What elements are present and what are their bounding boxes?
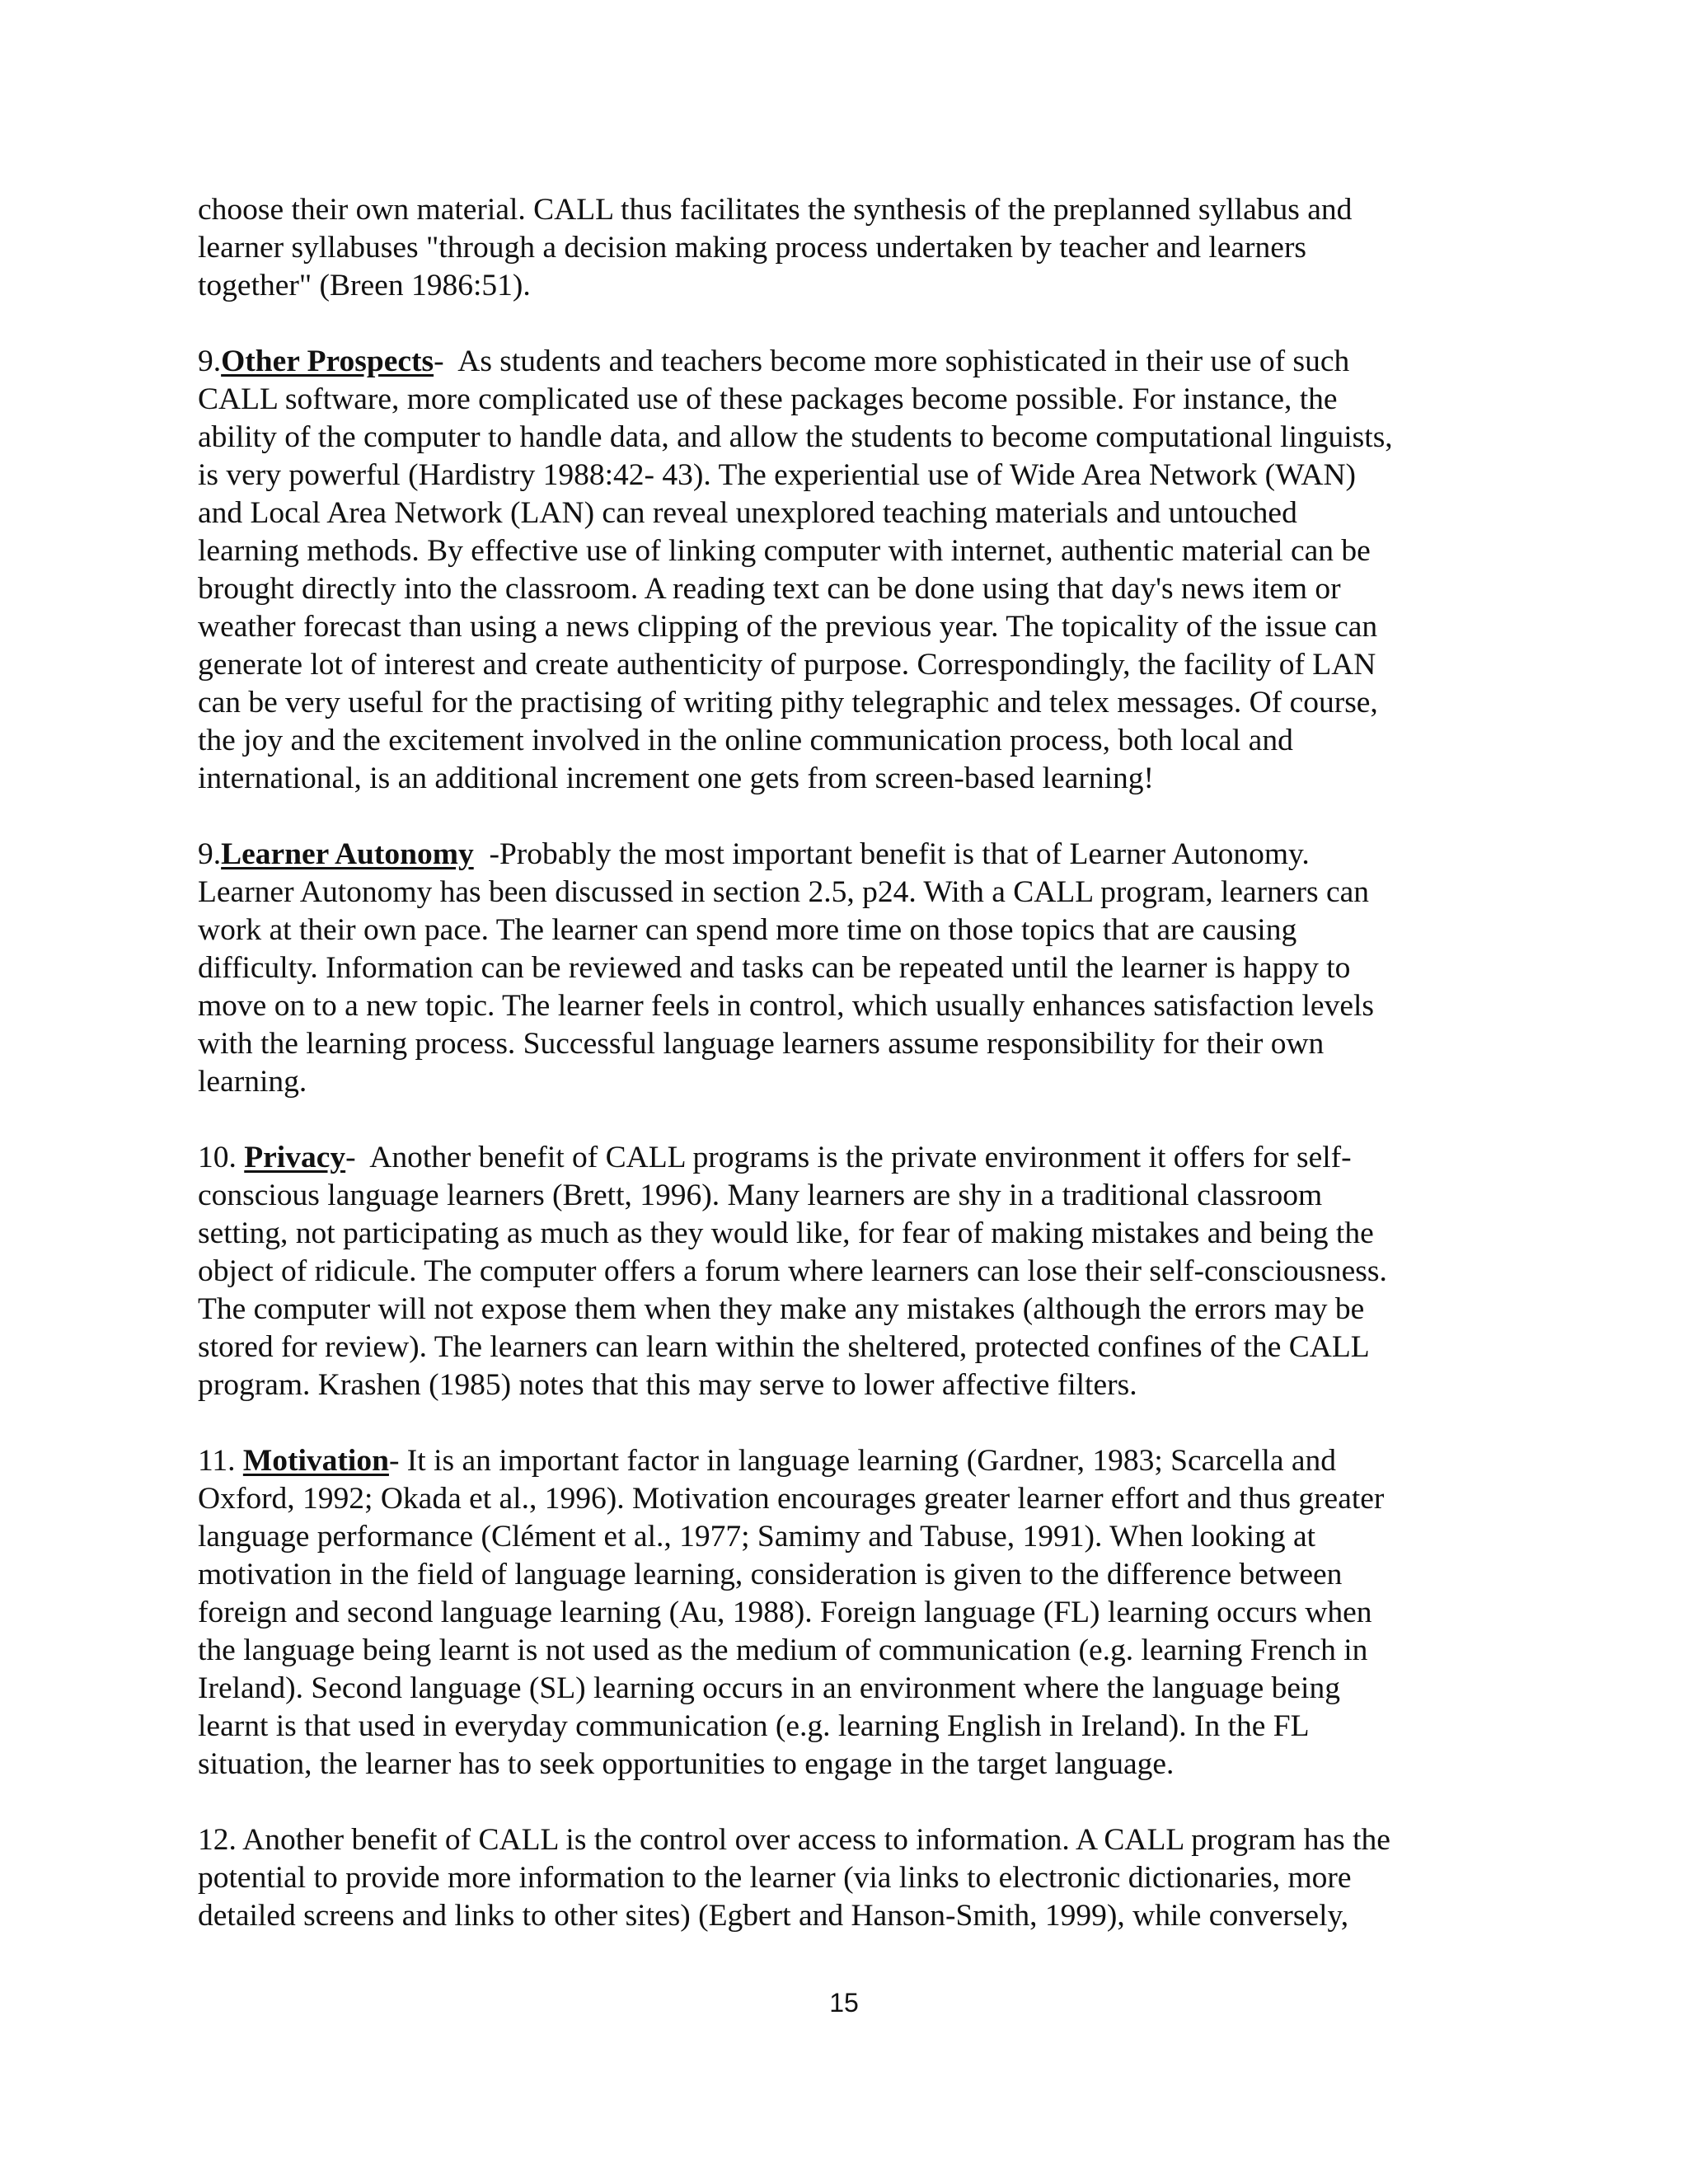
section-number: 9. <box>198 837 222 871</box>
section-number: 10. <box>198 1141 245 1174</box>
text-line: learning. <box>198 1065 307 1099</box>
paragraph-intro <box>198 191 1484 305</box>
text-line: foreign and second language learning (Au, 1988). Foreign language (FL) learning occurs when <box>198 1596 1372 1629</box>
text-line: the joy and the excitement involved in the online communication process, both local and <box>198 724 1293 757</box>
paragraph-learner-autonomy <box>198 836 1484 1101</box>
text-line: work at their own pace. The learner can spend more time on those topics that are causing <box>198 913 1297 947</box>
text-line: with the learning process. Successful language learners assume responsibility for their own <box>198 1027 1325 1061</box>
paragraph-privacy <box>198 1139 1484 1404</box>
text-line: CALL software, more complicated use of these packages become possible. For instance, the <box>198 382 1338 416</box>
text-line: conscious language learners (Brett, 1996). Many learners are shy in a traditional classroom <box>198 1179 1323 1212</box>
section-heading-learner-autonomy: Learner Autonomy <box>221 837 474 871</box>
text-line: is very powerful (Hardistry 1988:42- 43). The experiential use of Wide Area Network (WAN) <box>198 458 1357 492</box>
text-line: learnt is that used in everyday communication (e.g. learning English in Ireland). In the FL <box>198 1709 1310 1743</box>
paragraph-access-information <box>198 1821 1484 1935</box>
text-line: can be very useful for the practising of writing pithy telegraphic and telex messages. Of course, <box>198 686 1378 719</box>
document-page <box>198 191 1484 1973</box>
section-heading-motivation: Motivation <box>242 1444 389 1478</box>
text-run: - Another benefit of CALL programs is the private environment it offers for self- <box>345 1141 1352 1174</box>
text-line: Oxford, 1992; Okada et al., 1996). Motivation encourages greater learner effort and thus greater <box>198 1482 1385 1516</box>
text-line: Ireland). Second language (SL) learning occurs in an environment where the language being <box>198 1671 1340 1705</box>
text-line: generate lot of interest and create authenticity of purpose. Correspondingly, the facility of LAN <box>198 648 1376 682</box>
text-line: setting, not participating as much as they would like, for fear of making mistakes and being the <box>198 1216 1374 1250</box>
text-line: learner syllabuses "through a decision making process undertaken by teacher and learners <box>198 231 1307 265</box>
text-line: detailed screens and links to other sites) (Egbert and Hanson-Smith, 1999), while conversely, <box>198 1899 1349 1933</box>
text-line: 12. Another benefit of CALL is the control over access to information. A CALL program has the <box>198 1823 1390 1857</box>
paragraph-first-line <box>198 1139 1484 1177</box>
text-line: choose their own material. CALL thus facilitates the synthesis of the preplanned syllabus and <box>198 193 1353 227</box>
paragraph-first-line <box>198 836 1484 874</box>
text-run: -Probably the most important benefit is that of Learner Autonomy. <box>473 837 1310 871</box>
section-number: 9. <box>198 344 222 378</box>
text-run: - It is an important factor in language learning (Gardner, 1983; Scarcella and <box>388 1444 1337 1478</box>
text-line: potential to provide more information to the learner (via links to electronic dictionaries, more <box>198 1861 1352 1895</box>
section-number: 11. <box>198 1444 243 1478</box>
text-line: program. Krashen (1985) notes that this may serve to lower affective filters. <box>198 1368 1137 1402</box>
text-line: and Local Area Network (LAN) can reveal unexplored teaching materials and untouched <box>198 496 1297 530</box>
text-line: difficulty. Information can be reviewed and tasks can be repeated until the learner is happy to <box>198 951 1351 985</box>
paragraph-first-line <box>198 343 1484 381</box>
text-line: situation, the learner has to seek opportunities to engage in the target language. <box>198 1747 1175 1781</box>
text-line: brought directly into the classroom. A reading text can be done using that day's news item or <box>198 572 1341 606</box>
text-line: object of ridicule. The computer offers a forum where learners can lose their self-consciousness. <box>198 1254 1387 1288</box>
text-line: Learner Autonomy has been discussed in section 2.5, p24. With a CALL program, learners can <box>198 875 1370 909</box>
paragraph-other-prospects <box>198 343 1484 798</box>
text-line: weather forecast than using a news clipping of the previous year. The topicality of the issue can <box>198 610 1378 644</box>
text-line: motivation in the field of language learning, consideration is given to the difference between <box>198 1558 1343 1591</box>
text-line: stored for review). The learners can learn within the sheltered, protected confines of the CALL <box>198 1330 1370 1364</box>
section-heading-privacy: Privacy <box>244 1141 346 1174</box>
text-line: international, is an additional increment one gets from screen-based learning! <box>198 762 1154 795</box>
page-number: 15 <box>829 1988 859 2018</box>
text-line: The computer will not expose them when they make any mistakes (although the errors may be <box>198 1292 1365 1326</box>
section-heading-other-prospects: Other Prospects <box>221 344 434 378</box>
text-line: move on to a new topic. The learner feels in control, which usually enhances satisfaction levels <box>198 989 1374 1023</box>
text-line: language performance (Clément et al., 1977; Samimy and Tabuse, 1991). When looking at <box>198 1520 1316 1554</box>
paragraph-motivation <box>198 1442 1484 1783</box>
text-run: - As students and teachers become more sophisticated in their use of such <box>434 344 1350 378</box>
text-line: the language being learnt is not used as the medium of communication (e.g. learning French in <box>198 1633 1368 1667</box>
text-line: together" (Breen 1986:51). <box>198 269 531 302</box>
text-line: learning methods. By effective use of linking computer with internet, authentic material can be <box>198 534 1371 568</box>
paragraph-first-line <box>198 1442 1484 1480</box>
text-line: ability of the computer to handle data, and allow the students to become computational linguists, <box>198 420 1393 454</box>
